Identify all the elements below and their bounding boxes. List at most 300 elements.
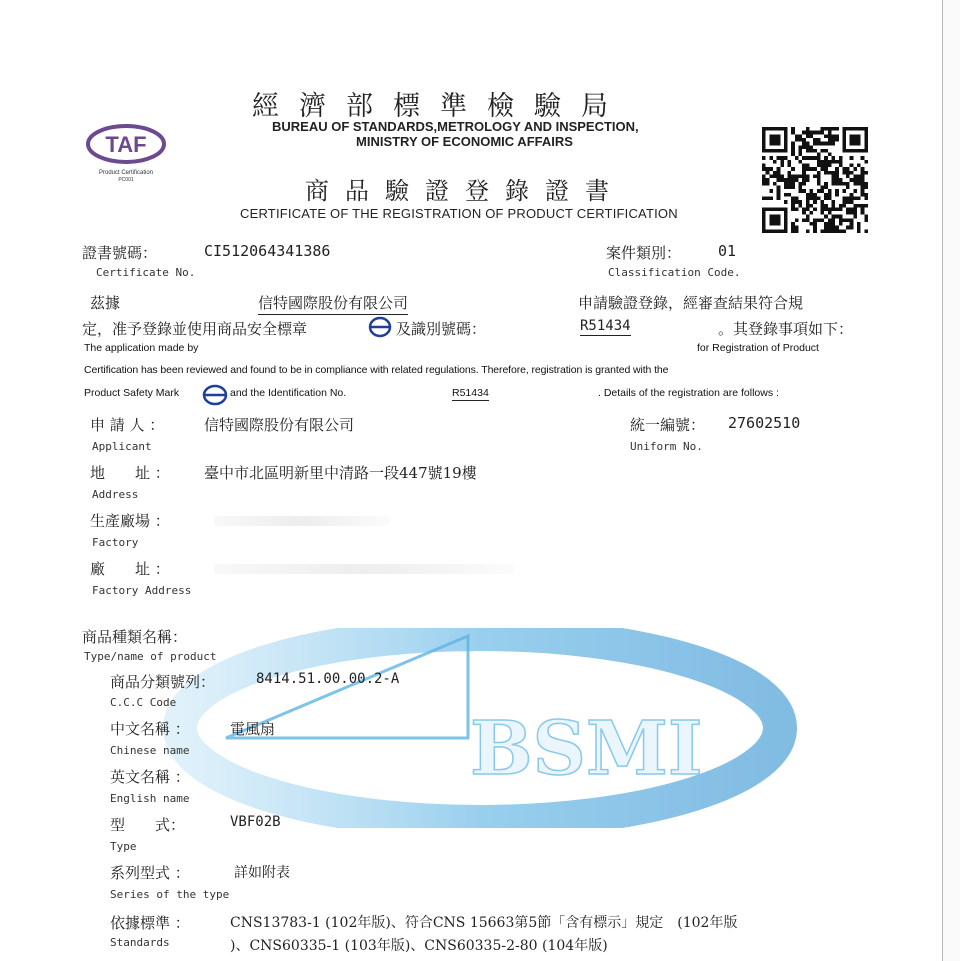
qr-module: [802, 164, 806, 168]
qr-module: [806, 145, 810, 149]
qr-module: [820, 229, 824, 233]
english-name-label-en: English name: [110, 792, 190, 805]
statement-en-ident-no: R51434: [452, 387, 489, 399]
qr-module: [777, 196, 781, 200]
qr-module: [766, 178, 770, 182]
qr-module: [820, 131, 824, 135]
statement-en-line3-b: and the Identification No.: [230, 387, 347, 399]
qr-module: [846, 218, 850, 222]
qr-module: [813, 196, 817, 200]
factory-label-en: Factory: [92, 536, 139, 549]
qr-module: [788, 178, 792, 182]
qr-module: [820, 149, 824, 153]
qr-module: [802, 171, 806, 175]
qr-module: [828, 196, 832, 200]
qr-module: [795, 207, 799, 211]
qr-module: [802, 167, 806, 171]
qr-module: [795, 226, 799, 230]
qr-module: [853, 215, 857, 219]
qr-module: [802, 182, 806, 186]
qr-module: [810, 156, 814, 160]
qr-module: [835, 193, 839, 197]
qr-module: [850, 156, 854, 160]
qr-module: [820, 207, 824, 211]
qr-module: [864, 196, 868, 200]
qr-module: [853, 207, 857, 211]
qr-module: [824, 229, 828, 233]
qr-module: [762, 164, 766, 168]
qr-module: [842, 182, 846, 186]
qr-module: [850, 164, 854, 168]
qr-module: [784, 193, 788, 197]
qr-module: [828, 134, 832, 138]
qr-module: [802, 218, 806, 222]
qr-module: [810, 196, 814, 200]
qr-module: [828, 222, 832, 226]
qr-module: [810, 189, 814, 193]
qr-module: [806, 215, 810, 219]
qr-module: [788, 175, 792, 179]
qr-module: [813, 222, 817, 226]
standards-line1: CNS13783-1 (102年版)、符合CNS 15663第5節「含有標示」規定 (102年版: [230, 915, 738, 931]
qr-module: [824, 171, 828, 175]
qr-module: [839, 160, 843, 164]
qr-module: [813, 156, 817, 160]
qr-module: [799, 153, 803, 157]
qr-module: [802, 145, 806, 149]
qr-module: [828, 226, 832, 230]
qr-module: [846, 211, 850, 215]
model-value: VBF02B: [230, 814, 281, 830]
qr-module: [824, 215, 828, 219]
qr-module: [817, 138, 821, 142]
statement-en-line2: Certification has been reviewed and found to be in compliance with related regulations. Therefore, registration is granted with the: [84, 364, 669, 376]
qr-module: [857, 164, 861, 168]
qr-module: [831, 178, 835, 182]
qr-module: [795, 156, 799, 160]
bureau-title-en: BUREAU OF STANDARDS,METROLOGY AND INSPECTION,: [272, 119, 639, 134]
qr-module: [817, 196, 821, 200]
qr-module: [810, 211, 814, 215]
qr-module: [824, 156, 828, 160]
qr-module: [817, 164, 821, 168]
qr-module: [795, 229, 799, 233]
qr-module: [806, 134, 810, 138]
qr-module: [835, 182, 839, 186]
qr-module: [824, 204, 828, 208]
qr-module: [861, 211, 865, 215]
qr-module: [777, 185, 781, 189]
qr-module: [824, 207, 828, 211]
statement-en-line1-a: The application made by: [84, 342, 199, 354]
qr-module: [788, 185, 792, 189]
ministry-title-en: MINISTRY OF ECONOMIC AFFAIRS: [356, 134, 573, 149]
qr-module: [853, 175, 857, 179]
qr-module: [788, 182, 792, 186]
series-value: 詳如附表: [234, 865, 290, 881]
statement-line2-suffix: 。其登錄事項如下：: [718, 320, 854, 338]
qr-module: [828, 153, 832, 157]
qr-module: [846, 226, 850, 230]
qr-module: [831, 138, 835, 142]
qr-module: [824, 185, 828, 189]
qr-module: [791, 142, 795, 146]
qr-module: [842, 196, 846, 200]
qr-module: [835, 138, 839, 142]
qr-module: [762, 175, 766, 179]
qr-module: [810, 193, 814, 197]
factory-address-label-en: Factory Address: [92, 584, 192, 597]
qr-module: [831, 215, 835, 219]
qr-module: [853, 182, 857, 186]
uniform-no-label: 統一編號：: [630, 416, 706, 434]
qr-module: [777, 178, 781, 182]
certificate-title-en: CERTIFICATE OF THE REGISTRATION OF PRODUCT CERTIFICATION: [240, 206, 678, 221]
qr-module: [810, 204, 814, 208]
watermark-text: BSMI: [470, 706, 703, 792]
qr-module: [842, 200, 846, 204]
qr-module: [791, 131, 795, 135]
qr-module: [828, 189, 832, 193]
qr-module: [806, 178, 810, 182]
standards-label-en: Standards: [110, 936, 170, 949]
qr-module: [846, 167, 850, 171]
qr-module: [835, 229, 839, 233]
qr-module: [766, 167, 770, 171]
qr-module: [835, 226, 839, 230]
qr-module: [813, 226, 817, 230]
qr-module: [817, 182, 821, 186]
qr-module: [864, 182, 868, 186]
qr-module: [806, 142, 810, 146]
qr-module: [806, 156, 810, 160]
qr-module: [820, 127, 824, 131]
qr-module: [824, 222, 828, 226]
qr-module: [857, 204, 861, 208]
qr-module: [810, 145, 814, 149]
qr-module: [824, 182, 828, 186]
qr-module: [831, 222, 835, 226]
qr-module: [835, 207, 839, 211]
qr-module: [806, 207, 810, 211]
qr-module: [769, 167, 773, 171]
english-name-label: 英文名稱 ：: [110, 768, 190, 786]
series-label-en: Series of the type: [110, 888, 230, 901]
qr-module: [799, 204, 803, 208]
qr-module: [813, 138, 817, 142]
factory-label: 生產廠場 ：: [90, 512, 170, 530]
qr-module: [791, 204, 795, 208]
qr-module: [831, 134, 835, 138]
qr-module: [762, 156, 766, 160]
qr-module: [784, 156, 788, 160]
uniform-no-value: 27602510: [728, 414, 801, 432]
qr-module: [850, 200, 854, 204]
address-label-en: Address: [92, 488, 139, 501]
qr-module: [817, 189, 821, 193]
qr-module: [861, 182, 865, 186]
taf-sub1: Product Certification: [98, 170, 154, 176]
qr-module: [853, 189, 857, 193]
qr-module: [780, 164, 784, 168]
qr-module: [820, 185, 824, 189]
qr-module: [799, 189, 803, 193]
qr-module: [773, 160, 777, 164]
address-label: 地 址 ：: [90, 464, 170, 482]
qr-module: [813, 229, 817, 233]
qr-module: [828, 211, 832, 215]
bureau-title-cn: 經濟部標準檢驗局: [252, 91, 628, 122]
classification-value: 01: [718, 242, 737, 260]
qr-module: [835, 189, 839, 193]
qr-module: [864, 171, 868, 175]
qr-module: [795, 218, 799, 222]
qr-finder-inner: [850, 134, 861, 145]
ccc-value: 8414.51.00.00.2-A: [256, 671, 400, 687]
qr-module: [795, 134, 799, 138]
qr-module: [820, 189, 824, 193]
qr-module: [857, 226, 861, 230]
qr-module: [802, 131, 806, 135]
qr-module: [850, 171, 854, 175]
qr-module: [813, 167, 817, 171]
qr-module: [788, 171, 792, 175]
qr-finder-inner: [769, 215, 780, 226]
qr-module: [813, 200, 817, 204]
qr-module: [769, 156, 773, 160]
qr-module: [777, 189, 781, 193]
qr-module: [835, 160, 839, 164]
qr-module: [861, 156, 865, 160]
qr-module: [842, 218, 846, 222]
qr-module: [773, 182, 777, 186]
qr-module: [799, 182, 803, 186]
chinese-name-label: 中文名稱 ：: [110, 720, 190, 738]
safety-mark-icon: [368, 316, 392, 338]
qr-module: [813, 218, 817, 222]
address-value: 臺中市北區明新里中清路一段447號19樓: [204, 464, 477, 482]
uniform-no-label-en: Uniform No.: [630, 440, 703, 453]
qr-module: [780, 178, 784, 182]
qr-module: [791, 222, 795, 226]
qr-module: [799, 149, 803, 153]
taf-text: TAF: [105, 132, 147, 157]
qr-module: [861, 178, 865, 182]
qr-module: [806, 204, 810, 208]
qr-module: [853, 167, 857, 171]
qr-module: [780, 160, 784, 164]
certificate-no-label-en: Certificate No.: [96, 266, 196, 279]
qr-module: [850, 207, 854, 211]
qr-module: [839, 204, 843, 208]
qr-module: [791, 145, 795, 149]
qr-module: [784, 178, 788, 182]
qr-module: [828, 138, 832, 142]
qr-module: [791, 178, 795, 182]
applicant-label: 申 請 人 ：: [90, 416, 165, 434]
qr-module: [831, 175, 835, 179]
qr-module: [791, 229, 795, 233]
qr-module: [861, 167, 865, 171]
factory-address-label: 廠 址 ：: [90, 560, 170, 578]
statement-line2-mid: 及識別號碼：: [396, 320, 487, 338]
qr-module: [839, 222, 843, 226]
qr-module: [831, 226, 835, 230]
qr-module: [831, 160, 835, 164]
qr-module: [864, 185, 868, 189]
qr-module: [802, 207, 806, 211]
qr-module: [850, 218, 854, 222]
qr-code: [762, 127, 868, 233]
factory-address-value-redacted: [214, 564, 514, 574]
qr-module: [791, 196, 795, 200]
qr-module: [824, 164, 828, 168]
qr-module: [791, 175, 795, 179]
qr-module: [806, 131, 810, 135]
qr-module: [817, 142, 821, 146]
qr-module: [784, 182, 788, 186]
qr-module: [864, 218, 868, 222]
qr-module: [864, 215, 868, 219]
certificate-title-cn: 商品驗證登錄證書: [305, 177, 625, 205]
qr-module: [839, 207, 843, 211]
qr-module: [806, 193, 810, 197]
qr-module: [850, 222, 854, 226]
qr-module: [806, 175, 810, 179]
qr-module: [839, 182, 843, 186]
qr-module: [806, 164, 810, 168]
qr-module: [806, 229, 810, 233]
qr-module: [810, 149, 814, 153]
certificate-no-value: CI512064341386: [204, 242, 331, 260]
qr-module: [802, 156, 806, 160]
qr-module: [802, 175, 806, 179]
qr-module: [806, 218, 810, 222]
qr-module: [846, 171, 850, 175]
statement-line1-suffix: 申請驗證登錄，經審查結果符合規: [578, 294, 804, 312]
qr-module: [835, 215, 839, 219]
qr-module: [791, 207, 795, 211]
qr-module: [842, 204, 846, 208]
qr-module: [773, 171, 777, 175]
qr-module: [831, 200, 835, 204]
qr-module: [831, 229, 835, 233]
qr-module: [762, 178, 766, 182]
qr-module: [813, 207, 817, 211]
statement-line2-prefix: 定，准予登錄並使用商品安全標章: [82, 320, 308, 338]
qr-module: [780, 156, 784, 160]
applicant-label-en: Applicant: [92, 440, 152, 453]
ccc-label: 商品分類號列：: [110, 673, 216, 691]
standards-label: 依據標準 ：: [110, 914, 190, 932]
qr-module: [828, 207, 832, 211]
qr-module: [824, 196, 828, 200]
qr-module: [824, 142, 828, 146]
qr-module: [824, 226, 828, 230]
qr-module: [773, 175, 777, 179]
qr-module: [817, 153, 821, 157]
qr-module: [850, 178, 854, 182]
taf-sub2: PC001: [118, 177, 134, 183]
qr-module: [817, 131, 821, 135]
qr-module: [861, 193, 865, 197]
qr-module: [799, 160, 803, 164]
qr-finder-inner: [769, 134, 780, 145]
product-type-label-en: Type/name of product: [84, 650, 217, 663]
qr-module: [824, 127, 828, 131]
qr-module: [824, 149, 828, 153]
qr-module: [769, 189, 773, 193]
qr-module: [795, 196, 799, 200]
qr-module: [820, 167, 824, 171]
qr-module: [791, 149, 795, 153]
statement-applicant-name: 信特國際股份有限公司: [258, 292, 408, 315]
qr-module: [769, 175, 773, 179]
qr-module: [842, 189, 846, 193]
qr-module: [810, 222, 814, 226]
qr-module: [864, 193, 868, 197]
chinese-name-value: 電風扇: [230, 720, 276, 738]
qr-module: [791, 200, 795, 204]
qr-module: [861, 204, 865, 208]
qr-module: [853, 204, 857, 208]
qr-module: [842, 229, 846, 233]
qr-module: [813, 149, 817, 153]
qr-module: [820, 204, 824, 208]
qr-module: [820, 164, 824, 168]
qr-module: [795, 178, 799, 182]
qr-module: [810, 131, 814, 135]
qr-module: [799, 185, 803, 189]
qr-module: [831, 171, 835, 175]
qr-module: [831, 182, 835, 186]
qr-module: [784, 200, 788, 204]
qr-module: [828, 142, 832, 146]
qr-module: [864, 204, 868, 208]
qr-module: [831, 156, 835, 160]
qr-module: [788, 164, 792, 168]
product-type-label: 商品種類名稱：: [82, 628, 188, 646]
qr-module: [802, 178, 806, 182]
qr-module: [817, 160, 821, 164]
qr-module: [850, 196, 854, 200]
qr-module: [777, 171, 781, 175]
qr-module: [766, 182, 770, 186]
qr-module: [806, 127, 810, 131]
qr-module: [857, 178, 861, 182]
statement-en-line3-c: . Details of the registration are follows :: [598, 387, 779, 399]
qr-module: [806, 196, 810, 200]
qr-module: [835, 127, 839, 131]
qr-module: [777, 167, 781, 171]
taf-logo: [84, 122, 168, 184]
qr-module: [820, 160, 824, 164]
qr-module: [839, 229, 843, 233]
qr-module: [795, 200, 799, 204]
qr-module: [828, 127, 832, 131]
qr-module: [850, 193, 854, 197]
qr-module: [795, 175, 799, 179]
qr-module: [769, 196, 773, 200]
qr-module: [864, 229, 868, 233]
qr-module: [817, 171, 821, 175]
qr-module: [835, 171, 839, 175]
qr-module: [820, 211, 824, 215]
qr-module: [861, 207, 865, 211]
qr-module: [813, 193, 817, 197]
qr-module: [839, 178, 843, 182]
qr-module: [839, 215, 843, 219]
